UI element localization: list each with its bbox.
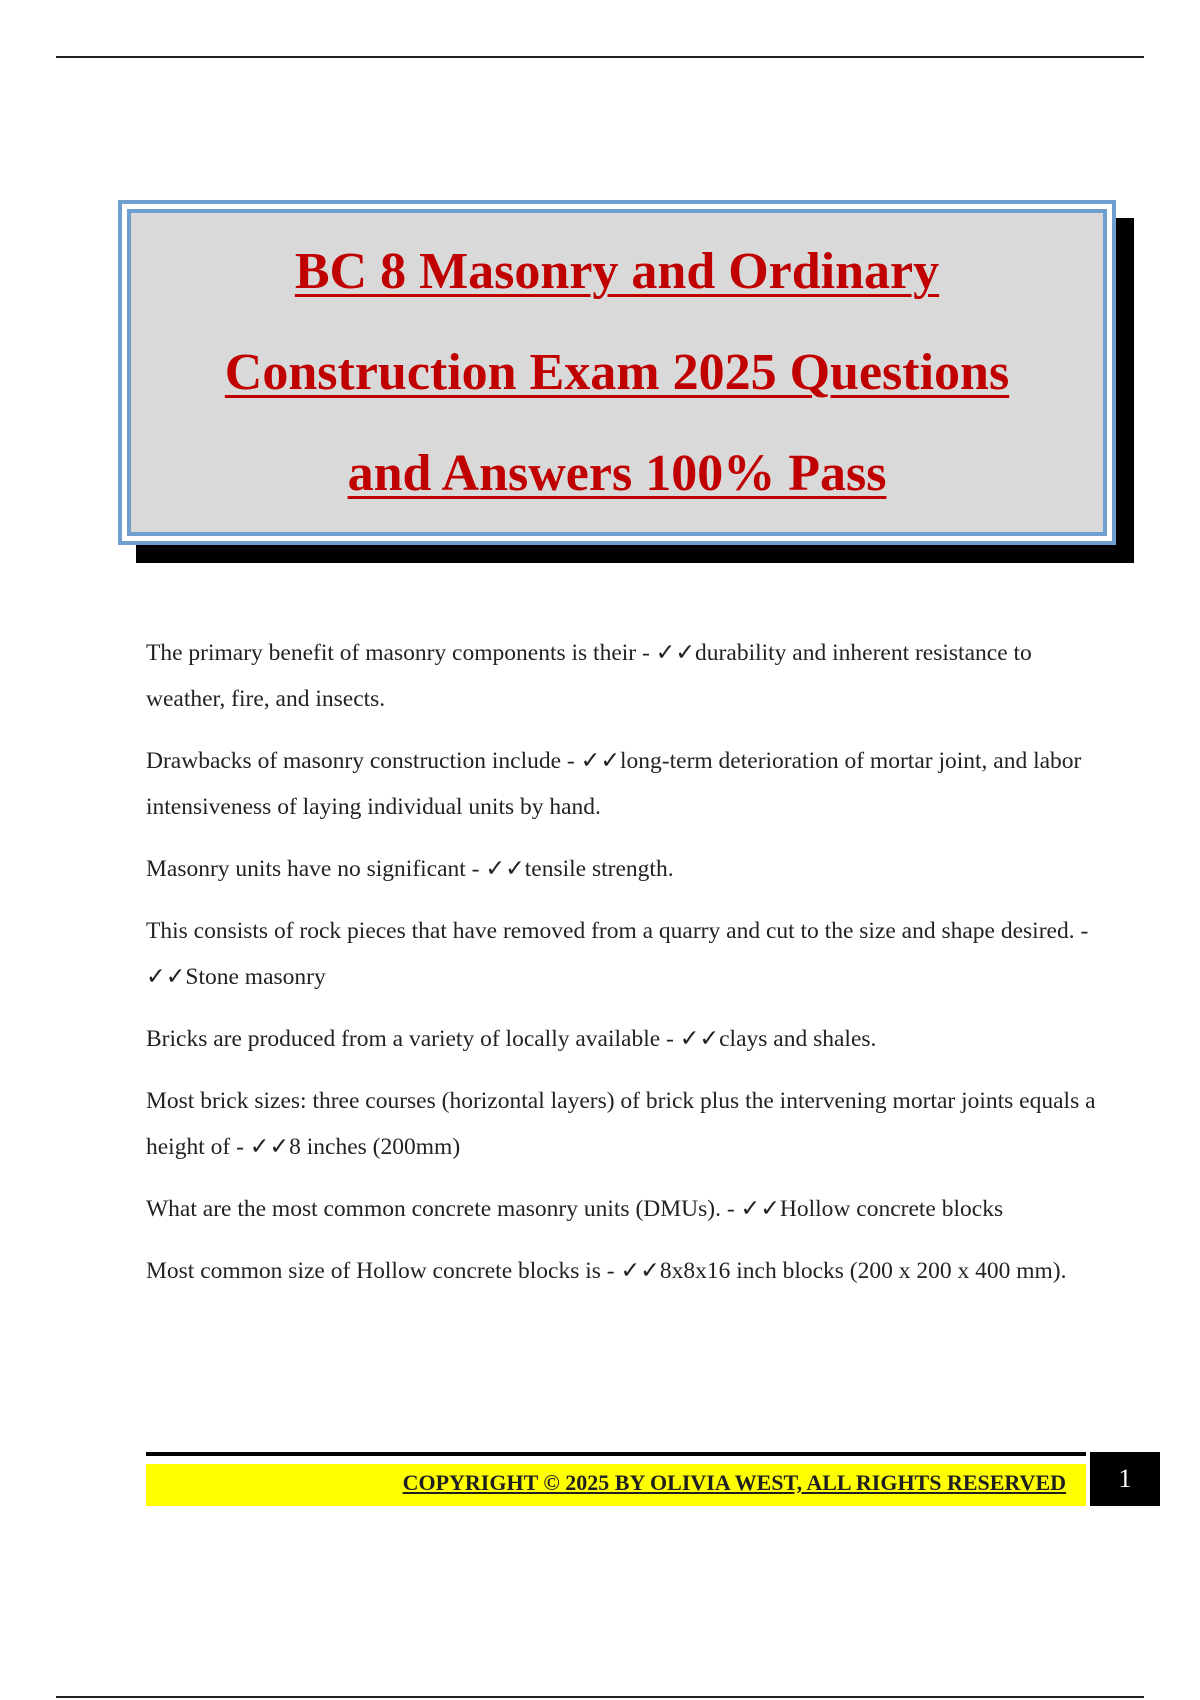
page-footer: [146, 1452, 1160, 1506]
footer-rule: [146, 1452, 1086, 1456]
qa-item: Most brick sizes: three courses (horizontal layers) of brick plus the intervening mortar joints equals a height of - ✓✓8 inches (200mm): [146, 1088, 1096, 1160]
qa-item: Most common size of Hollow concrete blocks is - ✓✓8x8x16 inch blocks (200 x 200 x 400 mm).: [146, 1258, 1067, 1284]
footer-highlight: [146, 1464, 1086, 1506]
page-number: 1: [1090, 1452, 1160, 1506]
copyright-notice: COPYRIGHT © 2025 BY OLIVIA WEST, ALL RIGHTS RESERVED: [402, 1470, 1066, 1495]
qa-item: The primary benefit of masonry components is their - ✓✓durability and inherent resistance to weather, fire, and insects.: [146, 640, 1032, 712]
question-answer-list: [146, 630, 1106, 1310]
title-frame: [118, 200, 1116, 545]
title-line-2: Construction Exam 2025 Questions: [224, 344, 1010, 401]
title-panel: [127, 209, 1107, 536]
qa-item: Masonry units have no significant - ✓✓tensile strength.: [146, 856, 674, 882]
qa-item: Bricks are produced from a variety of locally available - ✓✓clays and shales.: [146, 1026, 877, 1052]
qa-item: What are the most common concrete masonry units (DMUs). - ✓✓Hollow concrete blocks: [146, 1196, 1004, 1222]
qa-item: This consists of rock pieces that have removed from a quarry and cut to the size and shape desired. - ✓✓Stone masonry: [146, 918, 1089, 990]
document-title: [225, 221, 1009, 524]
top-rule: [56, 56, 1144, 58]
title-line-1: BC 8 Masonry and Ordinary: [294, 243, 940, 300]
bottom-rule: [56, 1696, 1144, 1698]
qa-item: Drawbacks of masonry construction include - ✓✓long-term deterioration of mortar joint, and labor intensiveness of laying individual units by hand.: [146, 748, 1082, 820]
title-line-3: and Answers 100% Pass: [347, 445, 887, 502]
title-box: [118, 200, 1116, 545]
